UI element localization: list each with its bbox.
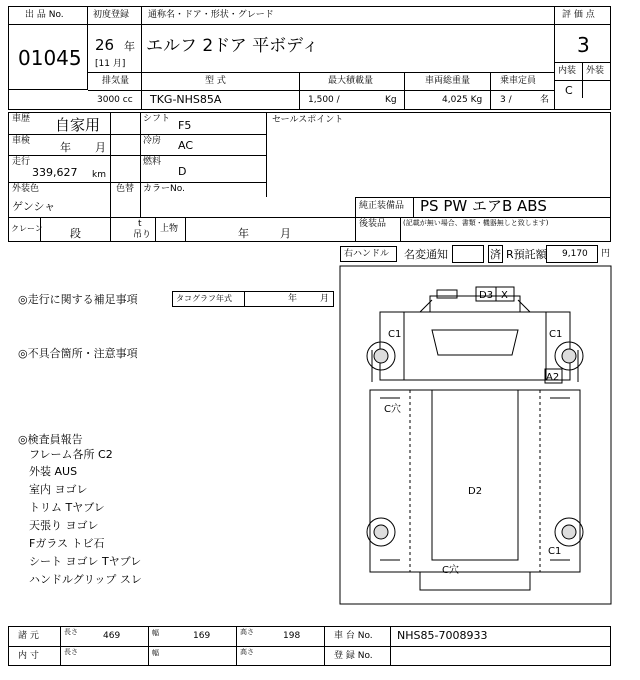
body-year: 年: [238, 227, 249, 240]
cargo-width-label: 幅: [152, 649, 159, 657]
inspector-item: Fガラス トビ石: [29, 537, 105, 550]
body-month: 月: [280, 227, 291, 240]
type-value: TKG-NHS85A: [150, 93, 222, 106]
name-change-box: [452, 245, 484, 263]
capacity-label: 乗車定員: [500, 76, 537, 86]
shift-label: シフト: [143, 114, 171, 124]
fuel-value: D: [178, 165, 187, 178]
first-reg-month: [11 月]: [95, 59, 126, 69]
registration-label: 登 録 No.: [334, 651, 373, 661]
cargo-dims-label: 内 寸: [18, 651, 39, 661]
inspector-item: トリム Tヤブレ: [29, 501, 105, 514]
driving-note-label: ◎走行に関する補足事項: [18, 293, 138, 306]
capacity-value: 3 /: [500, 95, 512, 105]
diagram-mark: C穴: [442, 565, 459, 576]
tax-mark: 済: [490, 248, 501, 261]
first-reg-year-unit: 年: [124, 40, 135, 53]
height-value: 198: [283, 631, 301, 641]
width-label: 幅: [152, 629, 159, 637]
inspector-item: 室内 ヨゴレ: [29, 483, 88, 496]
mileage-label: 走行: [12, 157, 31, 167]
inspection-label: 車検: [12, 136, 31, 146]
recycle-label: R預託額: [506, 248, 547, 261]
score-value: 3: [577, 33, 590, 57]
sales-point-label: セールスポイント: [272, 115, 344, 125]
interior-grade: C: [565, 84, 573, 97]
diagram-mark: C1: [549, 329, 563, 340]
history-label: 車歴: [12, 114, 31, 124]
recycle-unit: 円: [601, 249, 611, 259]
mileage-value: 339,627: [32, 166, 78, 179]
ac-value: AC: [178, 139, 194, 152]
aftermarket-note: (記載が無い場合、書類・機器無しと致します): [403, 219, 549, 227]
color-label: 外装色: [12, 184, 40, 194]
length-value: 469: [103, 631, 121, 641]
capacity-unit: 名: [540, 95, 550, 105]
equipment-value: PS PW エアB ABS: [420, 197, 547, 215]
model-name: エルフ 2ドア 平ボディ: [146, 36, 319, 56]
crane-label: クレーン: [11, 224, 43, 233]
crane-hang: 吊り: [133, 230, 152, 240]
inspection-month-unit: 月: [95, 141, 106, 154]
inspector-item: シート ヨゴレ Tヤブレ: [29, 555, 142, 568]
inspector-item: 天張り ヨゴレ: [29, 519, 99, 532]
cargo-length-label: 長さ: [64, 648, 78, 656]
diagram-mark: X: [501, 290, 508, 301]
name-change-label: 名変通知: [404, 248, 448, 261]
score-label: 評 価 点: [562, 10, 595, 20]
diagram-mark: A2: [546, 372, 560, 383]
diagram-mark: C1: [548, 546, 562, 557]
inspector-report-label: ◎検査員報告: [18, 433, 83, 446]
load-value: 1,500 /: [308, 95, 340, 105]
defect-note-label: ◎不具合箇所・注意事項: [18, 347, 138, 360]
load-unit: Kg: [385, 95, 397, 105]
first-reg-year: 26: [95, 36, 115, 54]
inspector-item: ハンドルグリップ スレ: [29, 573, 142, 586]
diagram-frame: [340, 266, 611, 604]
dims-label: 諸 元: [18, 631, 39, 641]
inspector-item: 外装 AUS: [29, 465, 78, 478]
tacho-year: 年: [288, 294, 298, 304]
equipment-label: 純正装備品: [359, 201, 405, 211]
diagram-mark: D2: [468, 486, 483, 497]
exterior-label: 外装: [586, 66, 605, 76]
history-value: 自家用: [55, 116, 101, 134]
cargo-height-label: 高さ: [240, 648, 254, 656]
inspection-year-unit: 年: [60, 141, 71, 154]
lot-number: 01045: [18, 46, 82, 70]
model-label: 通称名・ドア・形状・グレード: [148, 10, 274, 20]
length-label: 長さ: [64, 628, 78, 636]
color-value: ゲンシャ: [12, 200, 56, 213]
diagram-mark: C1: [388, 329, 402, 340]
crane-t: t: [138, 219, 142, 229]
color-no-label: カラーNo.: [143, 184, 185, 194]
recycle-value: 9,170: [562, 249, 588, 259]
shift-value: F5: [178, 119, 192, 132]
gross-value: 4,025 Kg: [442, 95, 483, 105]
mileage-unit: km: [92, 170, 106, 180]
tax-box: [488, 245, 503, 263]
type-label: 型 式: [205, 76, 226, 86]
fuel-label: 燃料: [143, 157, 162, 167]
crane-stage: 段: [70, 227, 81, 240]
body-label: 上物: [160, 224, 179, 234]
lot-label: 出 品 No.: [25, 10, 64, 20]
aftermarket-label: 後装品: [359, 219, 387, 229]
tacho-label: タコグラフ年式: [176, 294, 232, 303]
diagram-mark: C穴: [384, 404, 401, 415]
displacement-label: 排気量: [102, 76, 130, 86]
gross-label: 車両総重量: [425, 76, 471, 86]
chassis-label: 車 台 No.: [334, 631, 373, 641]
steering: 右ハンドル: [344, 249, 390, 259]
first-reg-label: 初度登録: [93, 10, 130, 20]
width-value: 169: [193, 631, 211, 641]
load-label: 最大積載量: [328, 76, 374, 86]
chassis-no: NHS85-7008933: [397, 629, 488, 642]
height-label: 高さ: [240, 628, 254, 636]
displacement-value: 3000 cc: [97, 95, 133, 105]
ac-label: 冷房: [143, 136, 162, 146]
inspector-item: フレーム各所 C2: [29, 448, 113, 461]
color-change-label: 色替: [116, 184, 135, 194]
interior-label: 内装: [558, 66, 577, 76]
diagram-mark: D3: [479, 290, 494, 301]
tacho-month: 月: [320, 294, 330, 304]
